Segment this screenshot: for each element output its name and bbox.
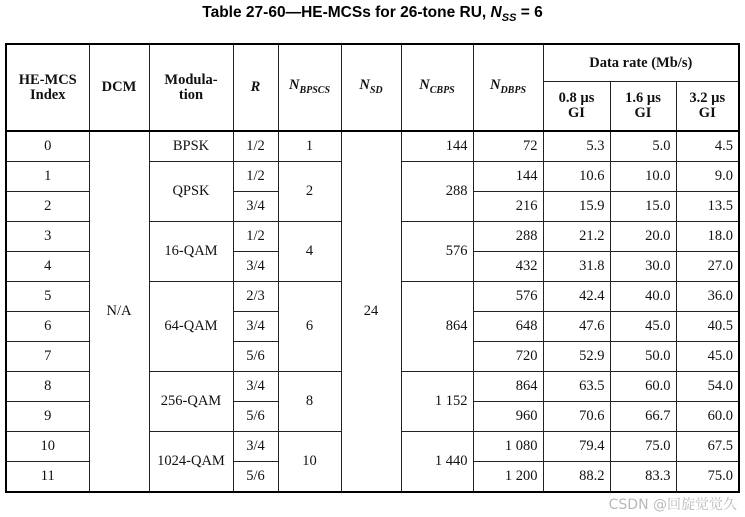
cell-rate-1-6: 60.0: [610, 372, 676, 402]
cell-rate-0-8: 52.9: [543, 342, 610, 372]
cell-rate-1-6: 40.0: [610, 282, 676, 312]
header-ndbps: $N_{DBPS}$: [473, 44, 543, 131]
cell-rate-3-2: 18.0: [676, 222, 739, 252]
watermark: CSDN @回旋觉觉久: [608, 497, 737, 513]
cell-rate-3-2: 40.5: [676, 312, 739, 342]
cell-modulation: 16-QAM: [149, 222, 233, 282]
cell-mcs: 0: [6, 131, 89, 162]
cell-ncbps: 288: [401, 162, 473, 222]
cell-rate-1-6: 5.0: [610, 131, 676, 162]
cell-r: 1/2: [233, 131, 278, 162]
cell-ndbps: 1 080: [473, 432, 543, 462]
cell-rate-1-6: 66.7: [610, 402, 676, 432]
cell-ndbps: 960: [473, 402, 543, 432]
cell-r: 3/4: [233, 372, 278, 402]
cell-mcs: 3: [6, 222, 89, 252]
cell-modulation: 64-QAM: [149, 282, 233, 372]
cell-r: 3/4: [233, 192, 278, 222]
cell-mcs: 7: [6, 342, 89, 372]
cell-ncbps: 144: [401, 131, 473, 162]
cell-mcs: 9: [6, 402, 89, 432]
cell-rate-3-2: 75.0: [676, 462, 739, 493]
cell-rate-3-2: 54.0: [676, 372, 739, 402]
cell-ndbps: 72: [473, 131, 543, 162]
cell-r: 2/3: [233, 282, 278, 312]
cell-ndbps: 648: [473, 312, 543, 342]
header-gi-3-2: 3.2 µs GI: [676, 82, 739, 132]
cell-mcs: 8: [6, 372, 89, 402]
cell-r: 3/4: [233, 252, 278, 282]
cell-rate-1-6: 45.0: [610, 312, 676, 342]
cell-rate-1-6: 83.3: [610, 462, 676, 493]
cell-rate-0-8: 21.2: [543, 222, 610, 252]
cell-rate-3-2: 27.0: [676, 252, 739, 282]
cell-r: 1/2: [233, 222, 278, 252]
cell-r: 5/6: [233, 402, 278, 432]
cell-rate-1-6: 75.0: [610, 432, 676, 462]
cell-rate-3-2: 60.0: [676, 402, 739, 432]
cell-rate-3-2: 13.5: [676, 192, 739, 222]
cell-rate-3-2: 36.0: [676, 282, 739, 312]
header-gi-1-6: 1.6 µs GI: [610, 82, 676, 132]
cell-nsd: 24: [341, 131, 401, 492]
cell-mcs: 4: [6, 252, 89, 282]
cell-mcs: 1: [6, 162, 89, 192]
caption-symbol: $N_{SS}$: [490, 4, 517, 25]
cell-modulation: BPSK: [149, 131, 233, 162]
cell-ncbps: 864: [401, 282, 473, 372]
he-mcs-table: [5, 43, 740, 493]
header-ncbps: $N_{CBPS}$: [401, 44, 473, 131]
cell-rate-0-8: 88.2: [543, 462, 610, 493]
cell-mcs: 10: [6, 432, 89, 462]
header-gi-0-8: 0.8 µs GI: [543, 82, 610, 132]
header-nsd: $N_{SD}$: [341, 44, 401, 131]
cell-rate-0-8: 63.5: [543, 372, 610, 402]
cell-nbpscs: 4: [278, 222, 341, 282]
cell-rate-1-6: 20.0: [610, 222, 676, 252]
cell-mcs: 2: [6, 192, 89, 222]
cell-nbpscs: 6: [278, 282, 341, 372]
cell-nbpscs: 10: [278, 432, 341, 493]
cell-rate-3-2: 4.5: [676, 131, 739, 162]
cell-nbpscs: 1: [278, 131, 341, 162]
cell-rate-1-6: 50.0: [610, 342, 676, 372]
cell-r: 3/4: [233, 312, 278, 342]
caption-prefix: Table 27-60—HE-MCSs for 26-tone RU,: [202, 4, 491, 21]
header-dcm: DCM: [89, 44, 149, 131]
cell-mcs: 6: [6, 312, 89, 342]
cell-rate-0-8: 42.4: [543, 282, 610, 312]
cell-rate-1-6: 15.0: [610, 192, 676, 222]
cell-rate-0-8: 10.6: [543, 162, 610, 192]
header-nbpscs: $N_{BPSCS}$: [278, 44, 341, 131]
cell-rate-0-8: 47.6: [543, 312, 610, 342]
cell-r: 5/6: [233, 342, 278, 372]
cell-ndbps: 144: [473, 162, 543, 192]
cell-rate-0-8: 70.6: [543, 402, 610, 432]
cell-rate-0-8: 31.8: [543, 252, 610, 282]
cell-ncbps: 1 152: [401, 372, 473, 432]
cell-modulation: QPSK: [149, 162, 233, 222]
cell-r: 3/4: [233, 432, 278, 462]
cell-mcs: 11: [6, 462, 89, 493]
table-caption: [0, 4, 745, 24]
cell-ncbps: 1 440: [401, 432, 473, 493]
cell-r: 1/2: [233, 162, 278, 192]
cell-ncbps: 576: [401, 222, 473, 282]
cell-nbpscs: 2: [278, 162, 341, 222]
cell-rate-3-2: 67.5: [676, 432, 739, 462]
cell-rate-3-2: 9.0: [676, 162, 739, 192]
header-r: R: [233, 44, 278, 131]
cell-rate-0-8: 15.9: [543, 192, 610, 222]
cell-modulation: 1024-QAM: [149, 432, 233, 493]
cell-ndbps: 216: [473, 192, 543, 222]
header-data-rate: Data rate (Mb/s): [543, 44, 739, 82]
cell-rate-0-8: 79.4: [543, 432, 610, 462]
cell-ndbps: 1 200: [473, 462, 543, 493]
cell-rate-3-2: 45.0: [676, 342, 739, 372]
header-mcs-index: HE-MCS Index: [6, 44, 89, 131]
cell-modulation: 256-QAM: [149, 372, 233, 432]
cell-rate-1-6: 10.0: [610, 162, 676, 192]
caption-symbol-sub: SS: [501, 12, 517, 25]
cell-mcs: 5: [6, 282, 89, 312]
cell-ndbps: 288: [473, 222, 543, 252]
cell-nbpscs: 8: [278, 372, 341, 432]
cell-ndbps: 576: [473, 282, 543, 312]
cell-r: 5/6: [233, 462, 278, 493]
cell-dcm: N/A: [89, 131, 149, 492]
table-row: [6, 131, 739, 162]
header-modulation: Modula- tion: [149, 44, 233, 131]
cell-rate-1-6: 30.0: [610, 252, 676, 282]
cell-ndbps: 720: [473, 342, 543, 372]
cell-ndbps: 864: [473, 372, 543, 402]
cell-rate-0-8: 5.3: [543, 131, 610, 162]
caption-suffix: = 6: [516, 4, 543, 21]
cell-ndbps: 432: [473, 252, 543, 282]
